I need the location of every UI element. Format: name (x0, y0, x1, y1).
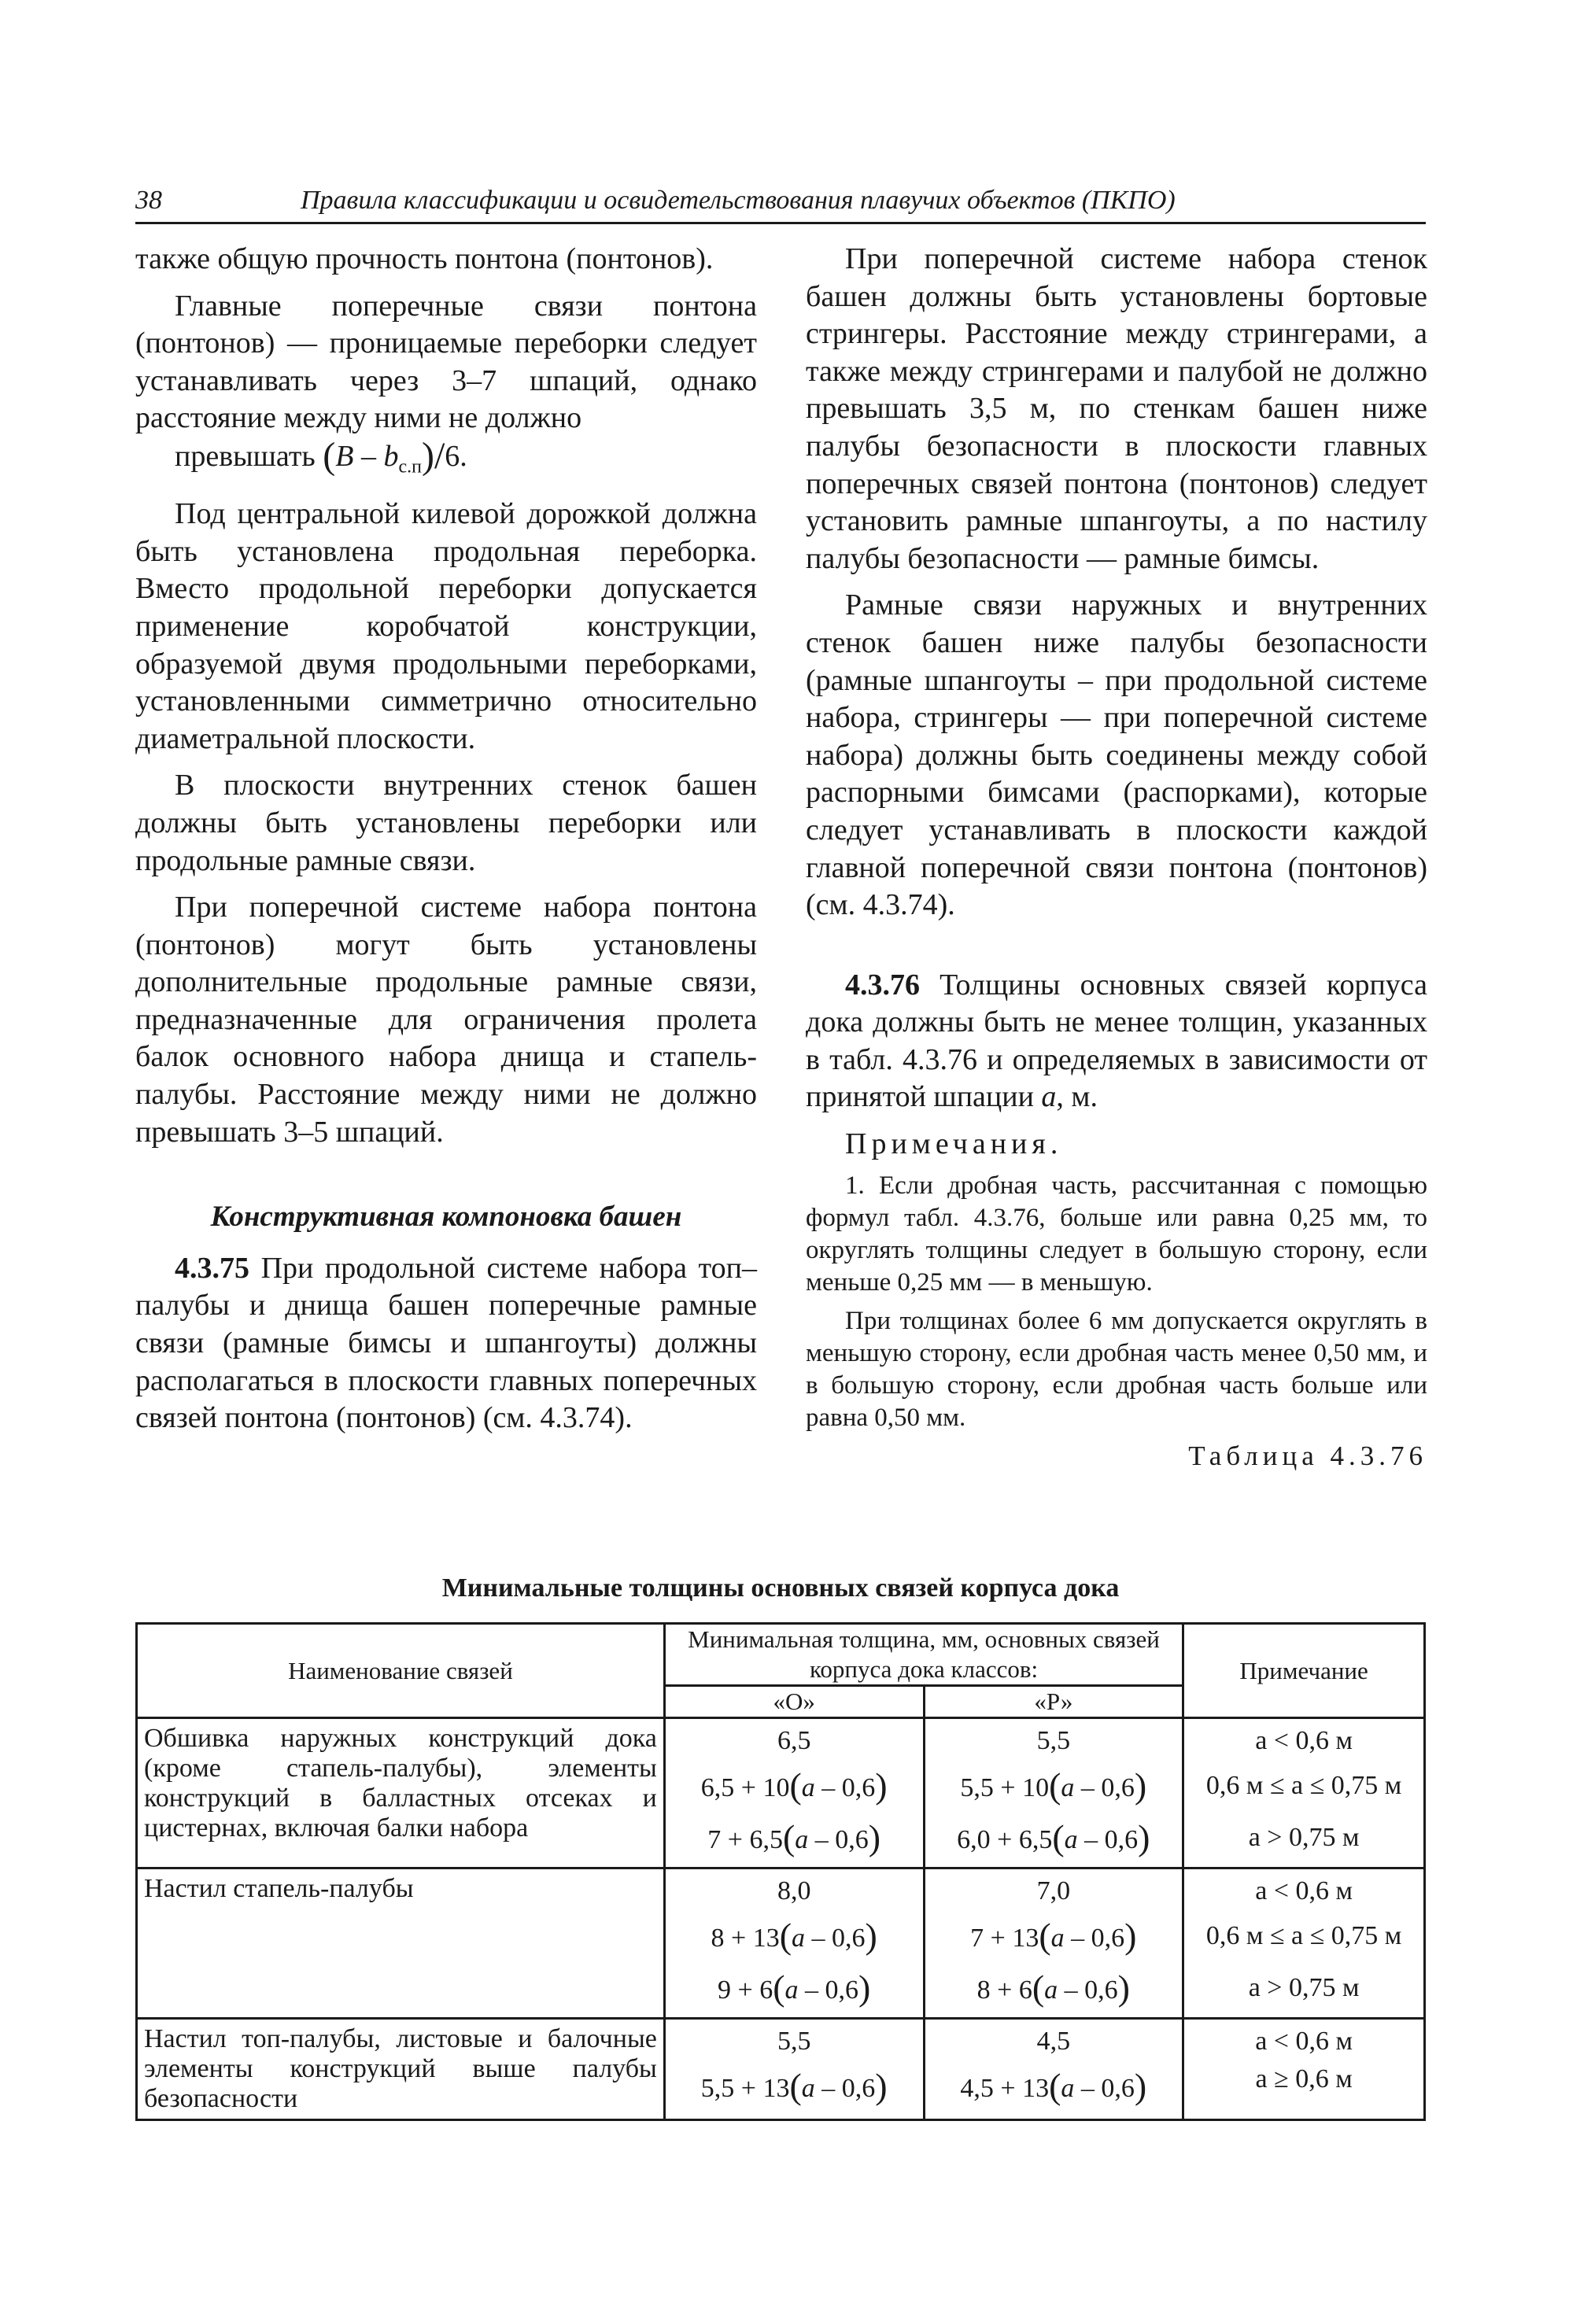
formula-end: . (460, 439, 467, 473)
paren-minus: – 0,6 (814, 2074, 876, 2103)
formula-var-b: B (335, 439, 354, 473)
value-formula: 9 + 6 (718, 1975, 773, 2005)
clause-paragraph (135, 1250, 757, 1437)
note: При толщинах более 6 мм допускается округлять в меньшую сторону, если дробная часть менее 0,50 мм, и в большую сторону, если дробная часть больше или равна 0,50 мм. (806, 1306, 1427, 1432)
note: 1. Если дробная часть, рассчитанная с помощью формул табл. 4.3.76, больше или равна 0,25 мм, то округлять толщины следует в большую сторону, если меньше 0,25 мм — в меньшую. (806, 1171, 1427, 1297)
paren-close: ) (1124, 1916, 1137, 1956)
paren-open: ( (789, 1765, 802, 1806)
paren-open: ( (1052, 1817, 1065, 1857)
header-class-o: «О» (664, 1686, 924, 1718)
paren-close: ) (875, 2066, 888, 2106)
value-formula: 5,5 + 13 (700, 2074, 790, 2103)
note-line: a > 0,75 м (1248, 1973, 1360, 2002)
paren-minus: – 0,6 (805, 1924, 866, 1953)
paren-minus: – 0,6 (1074, 2074, 1135, 2103)
value-line: 6,5 (777, 1726, 811, 1755)
table-reference: Таблица 4.3.76 (1188, 1440, 1427, 1471)
paren-minus: – 0,6 (808, 1825, 869, 1854)
table-title: Минимальные толщины основных связей корпуса дока (441, 1573, 1120, 1603)
paren-minus: – 0,6 (1064, 1924, 1125, 1953)
paragraph: также общую прочность понтона (понтонов). (135, 242, 714, 275)
paragraph: Под центральной килевой дорожкой должна быть установлена продольная переборка. Вместо продольной переборки допускается применение коробчатой конструкции, образуемой двумя продольными переборками, установленными симметрично относительно диаметральной плоскости. (135, 497, 757, 755)
value-line (930, 1910, 1178, 1962)
clause-text: При продольной системе набора топ–палубы и днища башен поперечные рамные связи (рамные бимсы и шпангоуты) должны располагаться в плоскости главных поперечных связей понтона (понтонов) (см. 4.3.74). (135, 1251, 757, 1435)
table-row (137, 1868, 1425, 2019)
value-line: 5,5 (1036, 1726, 1071, 1755)
paren-minus: – 0,6 (1077, 1825, 1139, 1854)
paren-var: a (1050, 1924, 1065, 1953)
value-line (670, 1812, 918, 1864)
paren-open: ( (1049, 1765, 1061, 1806)
note-line: a < 0,6 м (1255, 2027, 1353, 2056)
paragraph: При поперечной системе набора стенок башен должны быть установлены бортовые стрингеры. Расстояние между стрингерами, а также между стрингерами и палубой не должно превышать 3,5 м, по стенкам башен ниже палубы безопасности в плоскости главных поперечных связей понтона (понтонов) следует установить рамные шпангоуты, а по настилу палубы безопасности — рамные бимсы. (806, 242, 1427, 575)
paren-open: ( (1032, 1968, 1045, 2008)
row-note (1183, 2019, 1425, 2120)
table-header-row (137, 1624, 1425, 1686)
value-formula: 6,5 + 10 (700, 1773, 790, 1802)
right-column (806, 241, 1427, 1474)
left-column (135, 241, 757, 1437)
header-name: Наименование связей (137, 1624, 665, 1718)
note-line: 0,6 м ≤ a ≤ 0,75 м (1205, 1921, 1402, 1950)
row-note (1183, 1718, 1425, 1868)
note-line: a > 0,75 м (1248, 1823, 1360, 1852)
value-line: 4,5 (1036, 2027, 1071, 2056)
value-formula: 6,0 + 6,5 (957, 1825, 1053, 1854)
paren-open: ( (782, 1817, 796, 1857)
value-line: 5,5 (777, 2027, 811, 2056)
value-line (930, 2060, 1178, 2112)
paragraph: В плоскости внутренних стенок башен должны быть установлены переборки или продольные рамные связи. (135, 769, 757, 877)
value-line: 8,0 (777, 1876, 811, 1905)
paragraph-text: Главные поперечные связи понтона (понтонов) — проницаемые переборки следует устанавливать через 3–7 шпаций, однако расстояние между ними не должно (135, 289, 757, 435)
row-name: Настил топ-палубы, листовые и балочные элементы конструкций выше палубы безопасности (137, 2019, 665, 2120)
notes-title: Примечания. (845, 1127, 1063, 1161)
paren-close: ) (1134, 2066, 1147, 2106)
paragraph: Рамные связи наружных и внутренних стенок башен ниже палубы безопасности (рамные шпангоуты – при продольной системе набора, стрингеры — при поперечной системе набора) должны быть соединены между собой распорными бимсами (распорками), которые следует устанавливать в плоскости каждой главной поперечной связи понтона (понтонов) (см. 4.3.74). (806, 588, 1427, 922)
header-note: Примечание (1183, 1624, 1425, 1718)
paren-open: ( (789, 2066, 802, 2106)
paren-minus: – 0,6 (1074, 1773, 1135, 1802)
paren-var: a (801, 1773, 815, 1802)
table-row (137, 1718, 1425, 1868)
paren-close: ) (868, 1817, 881, 1857)
thickness-table (135, 1622, 1426, 2121)
value-class-p (924, 1718, 1183, 1868)
paren-var: a (784, 1975, 799, 2005)
clause-text: Толщины основных связей корпуса дока должны быть не менее толщин, указанных в табл. 4.3.76 и определяемых в зависимости от принятой шпации (806, 968, 1427, 1114)
formula-divisor: 6 (445, 439, 460, 473)
formula-subscript: с.п (398, 456, 422, 478)
row-note (1183, 1868, 1425, 2019)
note-line: 0,6 м ≤ a ≤ 0,75 м (1205, 1771, 1402, 1800)
formula-line (135, 434, 757, 486)
table-row (137, 2019, 1425, 2120)
row-name: Обшивка наружных конструкций дока (кроме стапель-палубы), элементы конструкций в балластных отсеках и цистернах, включая балки набора (137, 1718, 665, 1868)
paragraph: При поперечной системе набора понтона (понтонов) могут быть установлены дополнительные продольные рамные связи, предназначенные для ограничения пролета балок основного набора днища и стапель-палубы. Расстояние между ними не должно превышать 3–5 шпаций. (135, 891, 757, 1149)
formula-minus: – (353, 439, 384, 473)
paren-close: ) (865, 1916, 877, 1956)
value-formula: 7 + 13 (970, 1924, 1039, 1953)
value-class-o (664, 2019, 924, 2120)
header-class-p: «Р» (924, 1686, 1183, 1718)
paren-open: ( (779, 1916, 792, 1956)
paren-close: ) (1117, 1968, 1130, 2008)
value-line (670, 1962, 918, 2014)
clause-number: 4.3.76 (845, 968, 920, 1002)
paren-close: ) (1134, 1765, 1147, 1806)
paren-open: ( (1039, 1916, 1051, 1956)
paren-open: ( (773, 1968, 785, 2008)
value-class-p (924, 1868, 1183, 2019)
note-line: a < 0,6 м (1255, 1726, 1353, 1755)
value-class-p (924, 2019, 1183, 2120)
page-number: 38 (135, 186, 162, 215)
paren-close: ) (875, 1765, 888, 1806)
page-header (135, 183, 1426, 224)
formula-slash: / (434, 434, 445, 477)
paren-var: a (1044, 1975, 1058, 2005)
header-min-thickness: Минимальная толщина, мм, основных связей корпуса дока классов: (664, 1624, 1183, 1686)
value-line (930, 1760, 1178, 1812)
value-line (930, 1812, 1178, 1864)
value-line (670, 1760, 918, 1812)
note-line: a < 0,6 м (1255, 1876, 1353, 1905)
value-line (670, 1910, 918, 1962)
paren-var: a (801, 2074, 815, 2103)
paren-var: a (792, 1924, 806, 1953)
running-title: Правила классификации и освидетельствования плавучих объектов (ПКПО) (301, 186, 1176, 215)
paren-close: ) (1138, 1817, 1150, 1857)
value-formula: 7 + 6,5 (707, 1825, 783, 1854)
paragraph (135, 288, 757, 437)
value-formula: 8 + 6 (976, 1975, 1032, 2005)
value-line: 7,0 (1036, 1876, 1071, 1905)
note-line: a ≥ 0,6 м (1255, 2064, 1353, 2093)
paren-minus: – 0,6 (1058, 1975, 1118, 2005)
paren-open: ( (1049, 2066, 1061, 2106)
clause-end: , м. (1056, 1080, 1098, 1114)
formula-paren-close: ) (421, 434, 434, 477)
value-class-o (664, 1718, 924, 1868)
paren-var: a (1061, 2074, 1075, 2103)
paren-var: a (1064, 1825, 1078, 1854)
paren-var: a (795, 1825, 809, 1854)
row-name: Настил стапель-палубы (137, 1868, 665, 2019)
formula-prefix: превышать (175, 439, 316, 473)
clause-var: a (1041, 1080, 1057, 1114)
formula-paren-open: ( (323, 434, 336, 477)
section-heading: Конструктивная компоновка башен (210, 1201, 682, 1234)
value-formula: 8 + 13 (711, 1924, 780, 1953)
paren-minus: – 0,6 (798, 1975, 859, 2005)
value-class-o (664, 1868, 924, 2019)
formula-var-bs: b (383, 439, 399, 473)
clause-number: 4.3.75 (175, 1251, 249, 1285)
paren-close: ) (858, 1968, 871, 2008)
paren-var: a (1061, 1773, 1075, 1802)
value-formula: 5,5 + 10 (960, 1773, 1050, 1802)
value-line (930, 1962, 1178, 2014)
paren-minus: – 0,6 (814, 1773, 876, 1802)
value-line (670, 2060, 918, 2112)
clause-paragraph (806, 967, 1427, 1116)
value-formula: 4,5 + 13 (960, 2074, 1050, 2103)
